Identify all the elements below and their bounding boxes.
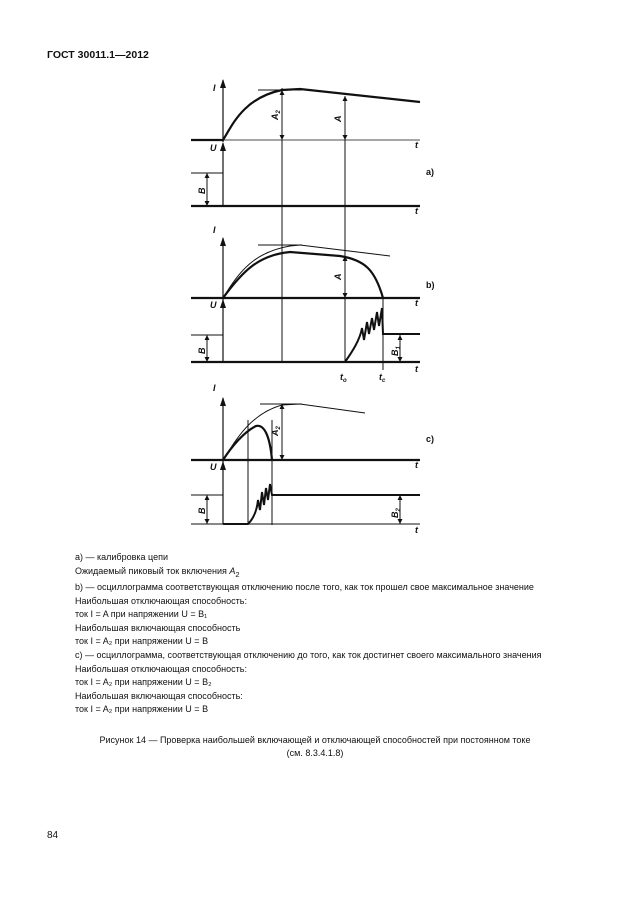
a-label-b: A [333,273,343,280]
current-symbol-c: I [213,383,216,393]
t-opening-label: $t_о$ [340,372,347,384]
legend-b-break-title: Наибольшая отключающая способность: [75,595,247,606]
time-symbol-a: t [415,140,418,150]
time-symbol-b: t [415,298,418,308]
voltage-symbol-c: U [210,462,217,472]
legend-b-make-title: Наибольшая включающая способность [75,622,241,633]
panel-tag-b: b) [426,280,435,290]
caption-line-1: Рисунок 14 — Проверка наибольшей включающей и отключающей способностей при постоянном токе [99,735,531,745]
a-label-a: A [333,115,343,122]
panel-a [191,79,434,216]
page-number: 84 [47,830,59,841]
t-clearing-label: $t_c$ [379,372,386,384]
a2-label-c: $A_2$ [270,426,282,436]
legend-b-line: b) — осциллограмма соответствующая отключению после того, как ток прошел свое максимальное значение [75,581,534,592]
legend-c-make-value: ток I = A₂ при напряжении U = B [75,704,209,715]
prospective-curve-c [223,404,365,460]
voltage-symbol-b: U [210,300,217,310]
current-symbol-b: I [213,225,216,235]
legend-b-make-value: ток I = A₂ при напряжении U = B [75,636,209,647]
legend-c-line: с) — осциллограмма, соответствующая отключению до того, как ток достигнет своего максимального значения [75,649,542,660]
actual-current-curve-b [223,252,383,298]
time-symbol-b-voltage: t [415,364,418,374]
panel-tag-a: a) [426,167,435,177]
legend-c-break-value: ток I = A₂ при напряжении U = B₂ [75,677,212,688]
legend-a-line: а) — калибровка цепи [75,552,168,562]
legend-b-break-value: ток I = A при напряжении U = B₁ [75,609,208,620]
voltage-symbol-a: U [210,143,217,153]
current-symbol-a: I [213,83,216,93]
figure-legend [47,551,583,717]
panel-c [191,383,434,535]
b-label-b: B [197,347,207,354]
figure-caption [47,734,583,759]
b1-label-b: $B_1$ [390,346,402,356]
current-curve-a [191,89,420,140]
a2-label-a: $A_2$ [270,110,282,120]
b-label-a: B [197,187,207,194]
legend-c-break-title: Наибольшая отключающая способность: [75,663,247,674]
caption-line-2: (см. 8.3.4.1.8) [286,747,344,758]
document-header: ГОСТ 30011.1—2012 [47,49,149,61]
b-label-c: B [197,507,207,514]
time-symbol-c: t [415,460,418,470]
time-symbol-a-voltage: t [415,206,418,216]
legend-c-make-title: Наибольшая включающая способность: [75,690,243,701]
b2-label-c: $B_2$ [390,508,402,518]
time-symbol-c-voltage: t [415,525,418,535]
panel-b [191,225,435,384]
panel-tag-c: c) [426,434,435,444]
legend-a-note: Ожидаемый пиковый ток включения $A_2$ [75,565,240,579]
